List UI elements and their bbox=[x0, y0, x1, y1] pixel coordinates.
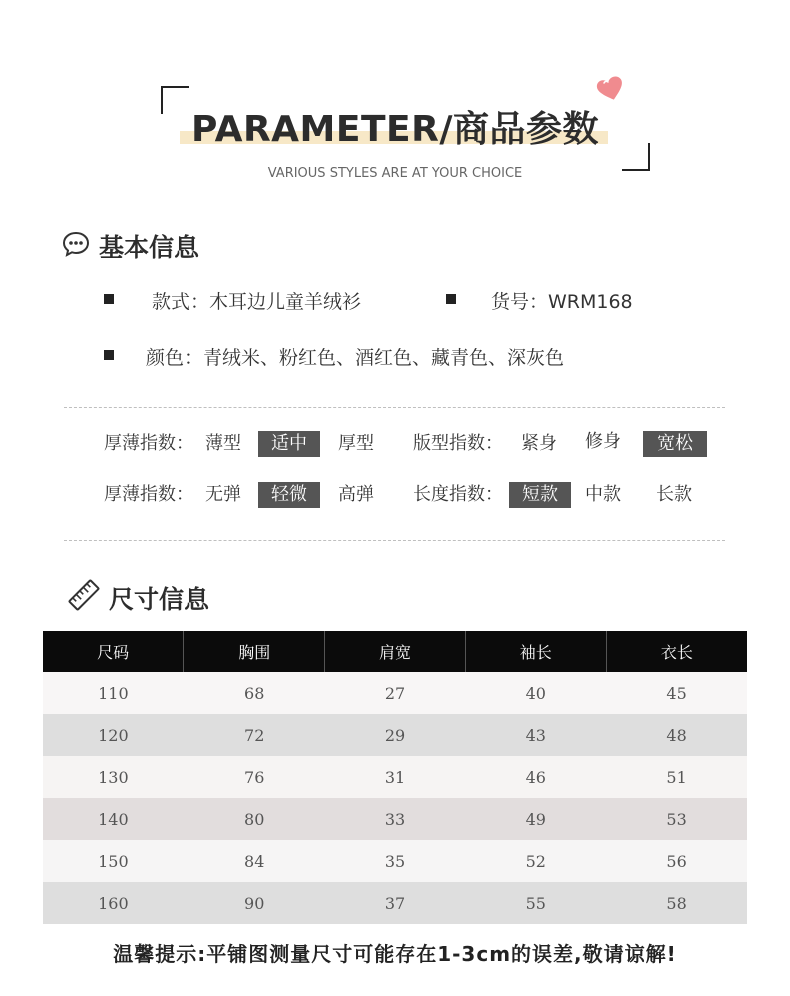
table-cell: 46 bbox=[465, 756, 606, 798]
fit-option-slim: 修身 bbox=[585, 431, 621, 452]
chat-bubble-icon bbox=[61, 229, 91, 259]
page-subtitle: VARIOUS STYLES ARE AT YOUR CHOICE bbox=[267, 166, 523, 181]
length-option-long: 长款 bbox=[656, 484, 692, 505]
table-cell: 33 bbox=[325, 798, 466, 840]
table-cell: 48 bbox=[606, 714, 747, 756]
table-cell: 140 bbox=[43, 798, 184, 840]
table-cell: 40 bbox=[465, 672, 606, 714]
fit-index-label: 版型指数： bbox=[413, 433, 503, 454]
table-cell: 49 bbox=[465, 798, 606, 840]
bullet bbox=[104, 350, 114, 360]
table-cell: 76 bbox=[184, 756, 325, 798]
table-row bbox=[43, 840, 747, 882]
elasticity-option-none: 无弹 bbox=[205, 484, 241, 505]
table-cell: 37 bbox=[325, 882, 466, 924]
item-number-text: 货号：WRM168 bbox=[491, 291, 633, 313]
table-cell: 68 bbox=[184, 672, 325, 714]
table-row bbox=[43, 798, 747, 840]
basic-info-heading: 基本信息 bbox=[99, 233, 200, 262]
footer-note: 温馨提示:平铺图测量尺寸可能存在1-3cm的误差,敬请谅解! bbox=[113, 942, 677, 966]
thickness-option-thick: 厚型 bbox=[338, 433, 374, 454]
table-cell: 29 bbox=[325, 714, 466, 756]
corner-bracket-bottom-right bbox=[622, 143, 650, 171]
elasticity-option-high: 高弹 bbox=[338, 484, 374, 505]
length-option-short-selected: 短款 bbox=[509, 482, 571, 508]
thickness-option-thin: 薄型 bbox=[205, 433, 241, 454]
table-cell: 110 bbox=[43, 672, 184, 714]
table-cell: 31 bbox=[325, 756, 466, 798]
table-cell: 120 bbox=[43, 714, 184, 756]
table-cell: 72 bbox=[184, 714, 325, 756]
table-cell: 84 bbox=[184, 840, 325, 882]
dashed-divider bbox=[64, 407, 725, 408]
thickness-index-label: 厚薄指数： bbox=[104, 433, 194, 454]
style-text: 款式：木耳边儿童羊绒衫 bbox=[152, 291, 362, 313]
table-cell: 55 bbox=[465, 882, 606, 924]
table-cell: 35 bbox=[325, 840, 466, 882]
heart-icon bbox=[596, 76, 626, 102]
column-header-sleeve: 袖长 bbox=[465, 631, 606, 672]
dashed-divider bbox=[64, 540, 725, 541]
column-header-shoulder: 肩宽 bbox=[325, 631, 466, 672]
table-cell: 43 bbox=[465, 714, 606, 756]
table-cell: 58 bbox=[606, 882, 747, 924]
thickness-option-medium-selected: 适中 bbox=[258, 431, 320, 457]
table-cell: 52 bbox=[465, 840, 606, 882]
column-header-size: 尺码 bbox=[43, 631, 184, 672]
table-cell: 51 bbox=[606, 756, 747, 798]
length-option-medium: 中款 bbox=[585, 484, 621, 505]
ruler-icon bbox=[67, 578, 101, 612]
table-cell: 45 bbox=[606, 672, 747, 714]
table-cell: 56 bbox=[606, 840, 747, 882]
table-row bbox=[43, 672, 747, 714]
fit-option-loose-selected: 宽松 bbox=[643, 431, 707, 457]
table-cell: 53 bbox=[606, 798, 747, 840]
size-info-heading: 尺寸信息 bbox=[109, 585, 210, 614]
bullet bbox=[104, 294, 114, 304]
table-cell: 80 bbox=[184, 798, 325, 840]
elasticity-index-label: 厚薄指数： bbox=[104, 484, 194, 505]
elasticity-option-slight-selected: 轻微 bbox=[258, 482, 320, 508]
table-row bbox=[43, 882, 747, 924]
bullet bbox=[446, 294, 456, 304]
size-table bbox=[43, 631, 747, 924]
table-row bbox=[43, 714, 747, 756]
colors-text: 颜色：青绒米、粉红色、酒红色、藏青色、深灰色 bbox=[146, 347, 565, 369]
table-cell: 150 bbox=[43, 840, 184, 882]
column-header-chest: 胸围 bbox=[184, 631, 325, 672]
table-header-row bbox=[43, 631, 747, 672]
table-cell: 130 bbox=[43, 756, 184, 798]
table-cell: 27 bbox=[325, 672, 466, 714]
table-cell: 90 bbox=[184, 882, 325, 924]
table-row bbox=[43, 756, 747, 798]
column-header-length: 衣长 bbox=[606, 631, 747, 672]
page-title: PARAMETER/商品参数 bbox=[191, 109, 599, 150]
length-index-label: 长度指数： bbox=[413, 484, 503, 505]
table-cell: 160 bbox=[43, 882, 184, 924]
fit-option-tight: 紧身 bbox=[521, 433, 557, 454]
